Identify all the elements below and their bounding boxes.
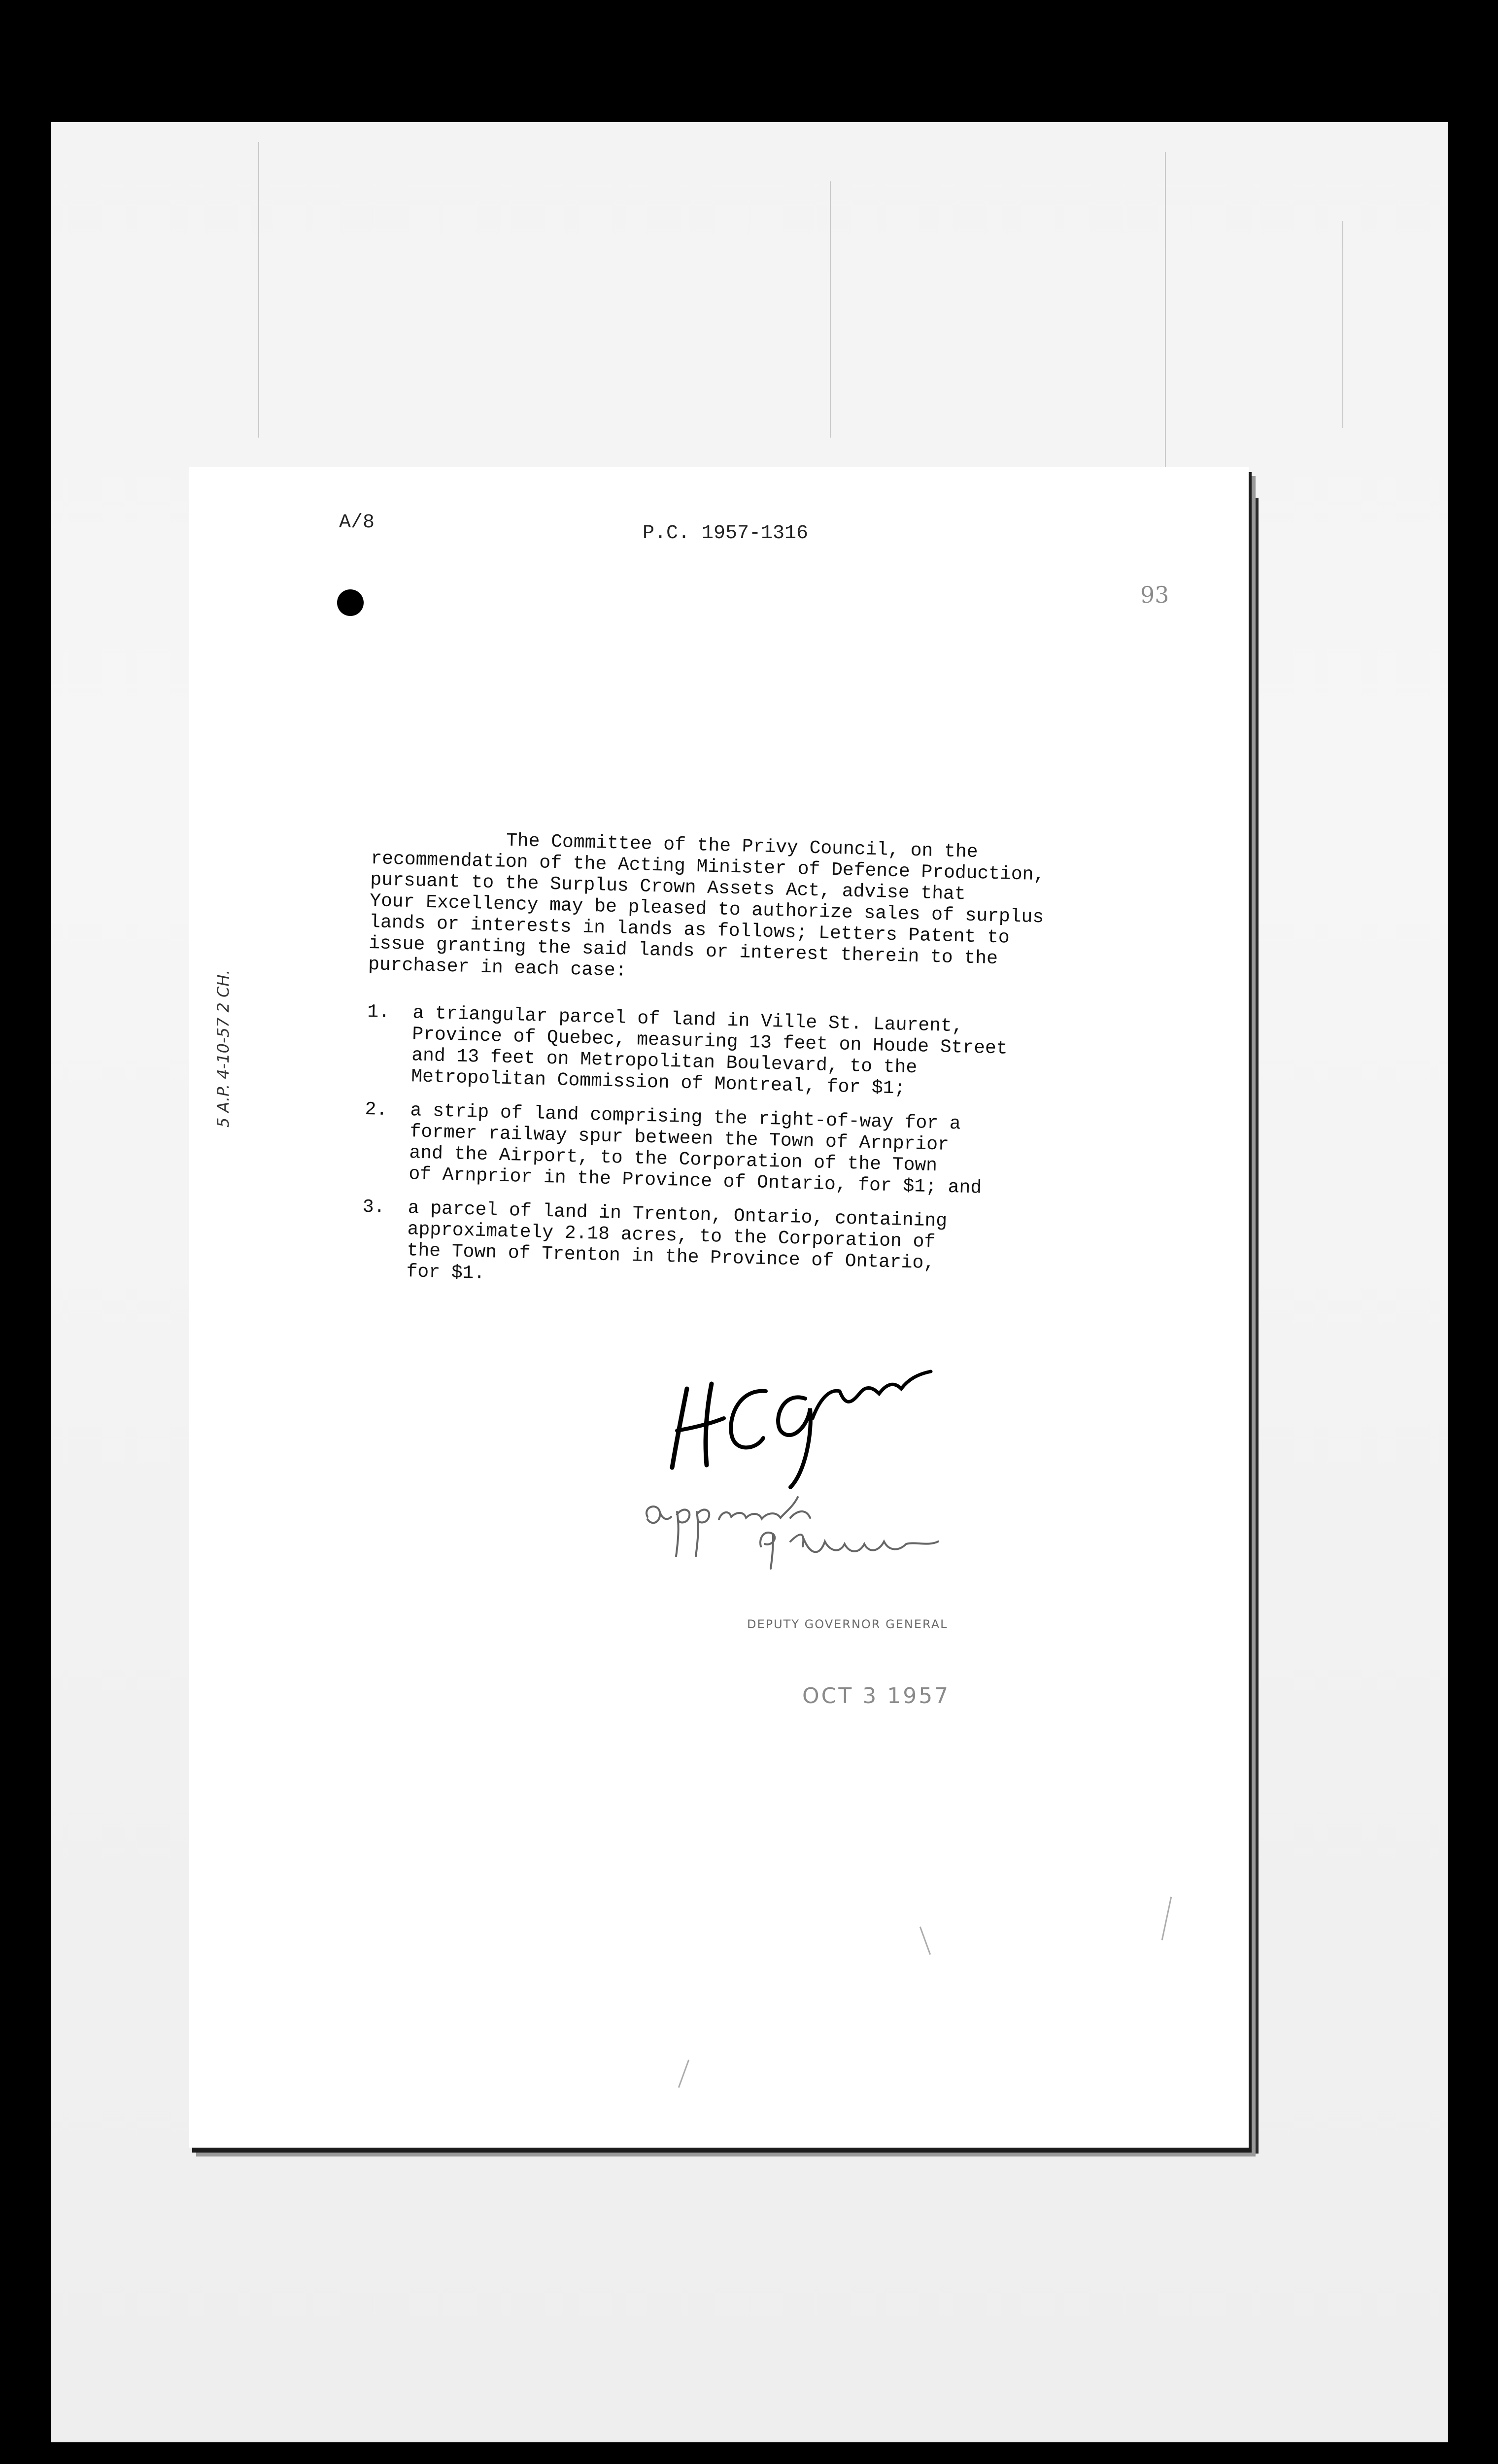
scan-streak: [1165, 152, 1166, 467]
pencil-mark: [919, 1926, 931, 1954]
item-text: a parcel of land in Trenton, Ontario, containing approximately 2.18 acres, to the Corporation of the Town of Trenton in the Province of Ontario, for $1.: [406, 1198, 948, 1284]
scan-streak: [830, 181, 831, 438]
page-shadow: [1249, 498, 1259, 2154]
deputy-governor-stamp: DEPUTY GOVERNOR GENERAL: [747, 1617, 948, 1631]
item-text: a triangular parcel of land in Ville St. Laurent, Province of Quebec, measuring 13 feet on Houde Street and 13 feet on Metropolitan Boulevard, to the Metropolitan Commission of Montreal, for $1;: [410, 1002, 1008, 1099]
pencil-mark: [1161, 1897, 1172, 1941]
signature: [643, 1344, 938, 1492]
item-number: 2.: [365, 1098, 388, 1121]
file-reference: A/8: [339, 512, 375, 534]
punch-hole: [337, 589, 364, 616]
list-item: [361, 1197, 1181, 1301]
item-number: 1.: [367, 1001, 390, 1024]
approval-note: [633, 1482, 978, 1576]
margin-annotation: 5 A.P. 4-10-57 2 CH.: [214, 969, 233, 1128]
scan-streak: [258, 142, 259, 438]
list-item: [366, 1001, 1186, 1106]
item-text: a strip of land comprising the right-of-way for a former railway spur between the Town of Arnprior and the Airport, to the Corporation of the Town of Arnprior in the Province of Ontario, for $1; and: [408, 1100, 982, 1199]
intro-paragraph: The Committee of the Privy Council, on the recommendation of the Acting Minister of Defence Production, pursuant to the Surplus Crown Assets Act, advise that Your Excellency may be pleased to authorize sales of surplus lands or interests in lands as follows; Letters Patent to issue granting the said lands or interest therein to the purchaser in each case:: [368, 827, 1045, 982]
document-page: [189, 467, 1249, 2148]
list-item: [363, 1099, 1183, 1204]
item-number: 3.: [362, 1196, 385, 1218]
page-number: 93: [1140, 582, 1169, 608]
approval-handwriting: [633, 1482, 978, 1576]
item-list: [360, 1001, 1185, 1314]
order-number: P.C. 1957-1316: [643, 522, 809, 545]
pencil-mark: [678, 2059, 689, 2088]
signature-drawing: [643, 1344, 938, 1492]
date-stamp: OCT 3 1957: [802, 1683, 951, 1709]
scan-streak: [1342, 221, 1343, 428]
